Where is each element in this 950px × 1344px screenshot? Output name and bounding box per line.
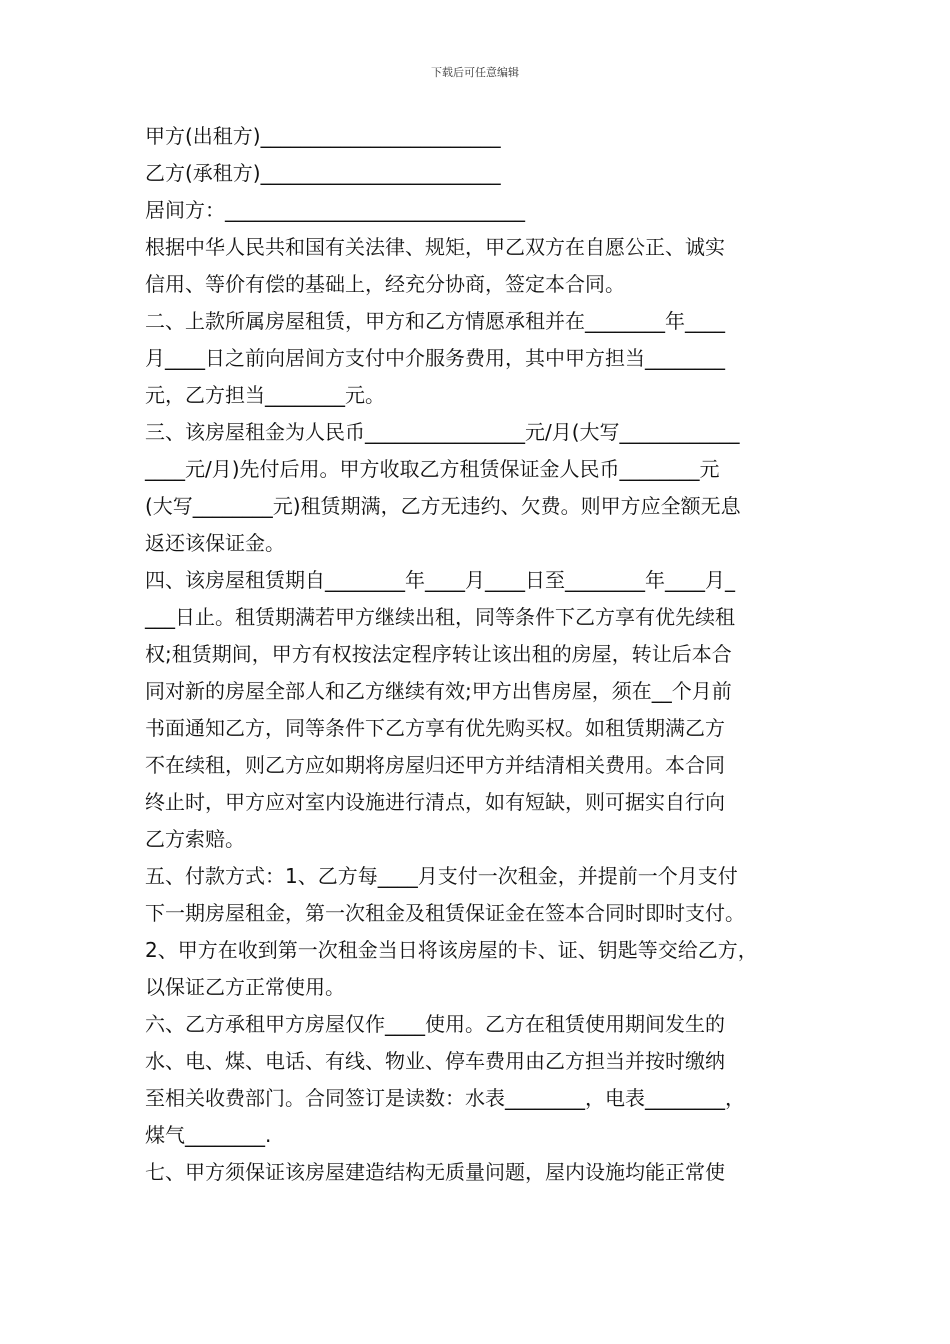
text-line: 乙方索赔。 [145,827,245,851]
text-line: 月____日之前向居间方支付中介服务费用，其中甲方担当________ [145,346,725,370]
text-line: 乙方(承租方)________________________ [145,161,501,185]
text-line: 返还该保证金。 [145,531,285,555]
text-line: 信用、等价有偿的基础上，经充分协商，签定本合同。 [145,272,625,296]
text-line: ____元/月)先付后用。甲方收取乙方租赁保证金人民币________元 [145,457,720,481]
text-line: 2、甲方在收到第一次租金当日将该房屋的卡、证、钥匙等交给乙方， [145,938,758,962]
text-line: 三、该房屋租金为人民币________________元/月(大写____________ [145,420,740,444]
text-line: 四、该房屋租赁期自________年____月____日至________年____月_ [145,568,735,592]
text-line: 下一期房屋租金，第一次租金及租赁保证金在签本合同时即时支付。 [145,901,745,925]
contract-body [145,118,825,1191]
text-line: 元，乙方担当________元。 [145,383,385,407]
text-line: 不在续租，则乙方应如期将房屋归还甲方并结清相关费用。本合同 [145,753,725,777]
text-line: 以保证乙方正常使用。 [145,975,345,999]
header-note: 下载后可任意编辑 [431,66,519,79]
text-line: 五、付款方式：1、乙方每____月支付一次租金，并提前一个月支付 [145,864,738,888]
text-line: 书面通知乙方，同等条件下乙方享有优先购买权。如租赁期满乙方 [145,716,725,740]
text-line: 二、上款所属房屋租赁，甲方和乙方情愿承租并在________年____ [145,309,725,333]
text-line: 终止时，甲方应对室内设施进行清点，如有短缺，则可据实自行向 [145,790,725,814]
text-line: 煤气________. [145,1123,272,1147]
text-line: 居间方：______________________________ [145,198,525,222]
text-line: 七、甲方须保证该房屋建造结构无质量问题，屋内设施均能正常使 [145,1160,725,1184]
text-line: 同对新的房屋全部人和乙方继续有效;甲方出售房屋，须在__个月前 [145,679,732,703]
text-line: (大写________元)租赁期满，乙方无违约、欠费。则甲方应全额无息 [145,494,741,518]
text-line: 至相关收费部门。合同签订是读数：水表________，电表________， [145,1086,745,1110]
text-line: 水、电、煤、电话、有线、物业、停车费用由乙方担当并按时缴纳 [145,1049,725,1073]
text-line: 六、乙方承租甲方房屋仅作____使用。乙方在租赁使用期间发生的 [145,1012,725,1036]
text-line: 根据中华人民共和国有关法律、规矩，甲乙双方在自愿公正、诚实 [145,235,725,259]
text-line: 甲方(出租方)________________________ [145,124,501,148]
text-line: ___日止。租赁期满若甲方继续出租，同等条件下乙方享有优先续租 [145,605,735,629]
text-line: 权;租赁期间，甲方有权按法定程序转让该出租的房屋，转让后本合 [145,642,732,666]
